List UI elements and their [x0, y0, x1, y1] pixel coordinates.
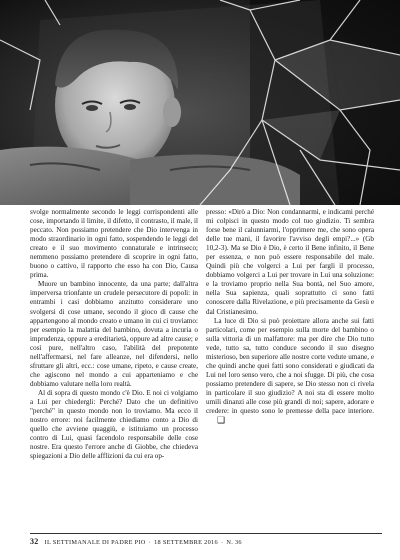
crying-child-behind-broken-glass-image [0, 0, 400, 205]
article-right-column [206, 208, 374, 425]
page-footer [30, 537, 242, 546]
article-left-column [30, 208, 198, 461]
paragraph-1: svolge normalmente secondo le leggi corrispondenti alle cose, importando il limite, il difetto, il contrasto, il male, il peccato. Non possiamo pretendere che Dio intervenga in modo straordinario in ogni fatto, sospendendo le leggi del creato e il suo movimento connaturale e intrinseco; nemmeno possiamo pretendere di scoprire in ogni fatto, buono o cattivo, il rapporto che esso ha con Dio, Causa prima. [30, 208, 198, 280]
paragraph-3: Al di sopra di questo mondo c'è Dio. E noi ci volgiamo a Lui per chiedergli: Perché? Dato che un definitivo "perché" in questo mondo non lo troviamo. Ma ecco il nostro errore: noi facilmente chiediamo conto a Dio di quello che avviene quaggiù, e istituiamo un processo contro di Lui, quasi facendolo responsabile delle cose nostre. Era questo l'errore anche di Giobbe, che chiedeva spiegazioni a Dio delle afflizioni da cui era op- [30, 388, 198, 461]
publication-date: 18 SETTEMBRE 2016 [154, 539, 218, 546]
footer-separator: · [148, 539, 152, 546]
paragraph-5-text: La luce di Dio si può proiettare allora anche sui fatti particolari, come per esempio sulla morte del bambino o sulla vittoria di un malfattore: ma per dire che Dio tutto vede, tutto sa, tutto conduce secondo il suo disegno misterioso, ben superiore alle nostre corte vedute umane, e che quindi anche quei fatti sono considerati e giudicati da Lui nel loro senso vero, che a noi sfugge. Di più, che cosa possiamo pretendere di sapere, se Dio stesso non ci rivela in particolare il suo giudizio? A noi sta di essere molto umili dinanzi alle cose più grandi di noi; sapere, adorare e credere: in questo sono le premesse della pace interiore. [206, 316, 374, 416]
issue-number: N. 36 [226, 539, 242, 546]
paragraph-5 [206, 317, 374, 426]
footer-divider [30, 533, 382, 534]
paragraph-2: Muore un bambino innocente, da una parte; dall'altra imperversa trionfante un crudele persecutore di popoli: in entrambi i casi dobbiamo anzitutto considerare uno svolgersi di cose umane, secondo il gioco di cause che appartengono al mondo creato e umano in cui ci troviamo: per esempio la malattia del bambino, dovuta a incuria o imprudenza, oppure a ereditarietà, oppure ad altre cause; e così pure, nell'altro caso, l'abilità del prepotente nell'affermarsi, nel fare alleanze, nel difendersi, nello sfruttare gli altri, ecc.: cose umane, ripeto, e cause create, che agiscono nel mondo a cui apparteniamo e che dobbiamo valutare nella loro realtà. [30, 280, 198, 388]
header-photo [0, 0, 400, 205]
footer-separator: · [220, 539, 224, 546]
page-number: 32 [30, 537, 39, 546]
paragraph-4: presso: «Dirò a Dio: Non condannarmi, e indicami perché mi colpisci in questo modo col tuo giudizio. Ti sembra forse bene il calunniarmi, l'opprimere me, che sono opera delle tue mani, il favorire l'avviso degli empi?...» (Gb 10,2-3). Ma se Dio è Dio, è certo il Bene infinito, il Bene per essenza, e non può essere responsabile del male. Quindi più che volgerci a Lui per fargli il processo, dobbiamo volgerci a Lui per trovare in Lui una soluzione: e la troviamo proprio nella Sua bontà, nel Suo amore, nella Sua sapienza, quali soprattutto ci sono fatti conoscere dalla Rivelazione, e più precisamente da Gesù e dal Cristianesimo. [206, 208, 374, 316]
publication-name: IL SETTIMANALE DI PADRE PIO [44, 539, 146, 546]
end-of-article-icon: ❑ [217, 415, 226, 426]
